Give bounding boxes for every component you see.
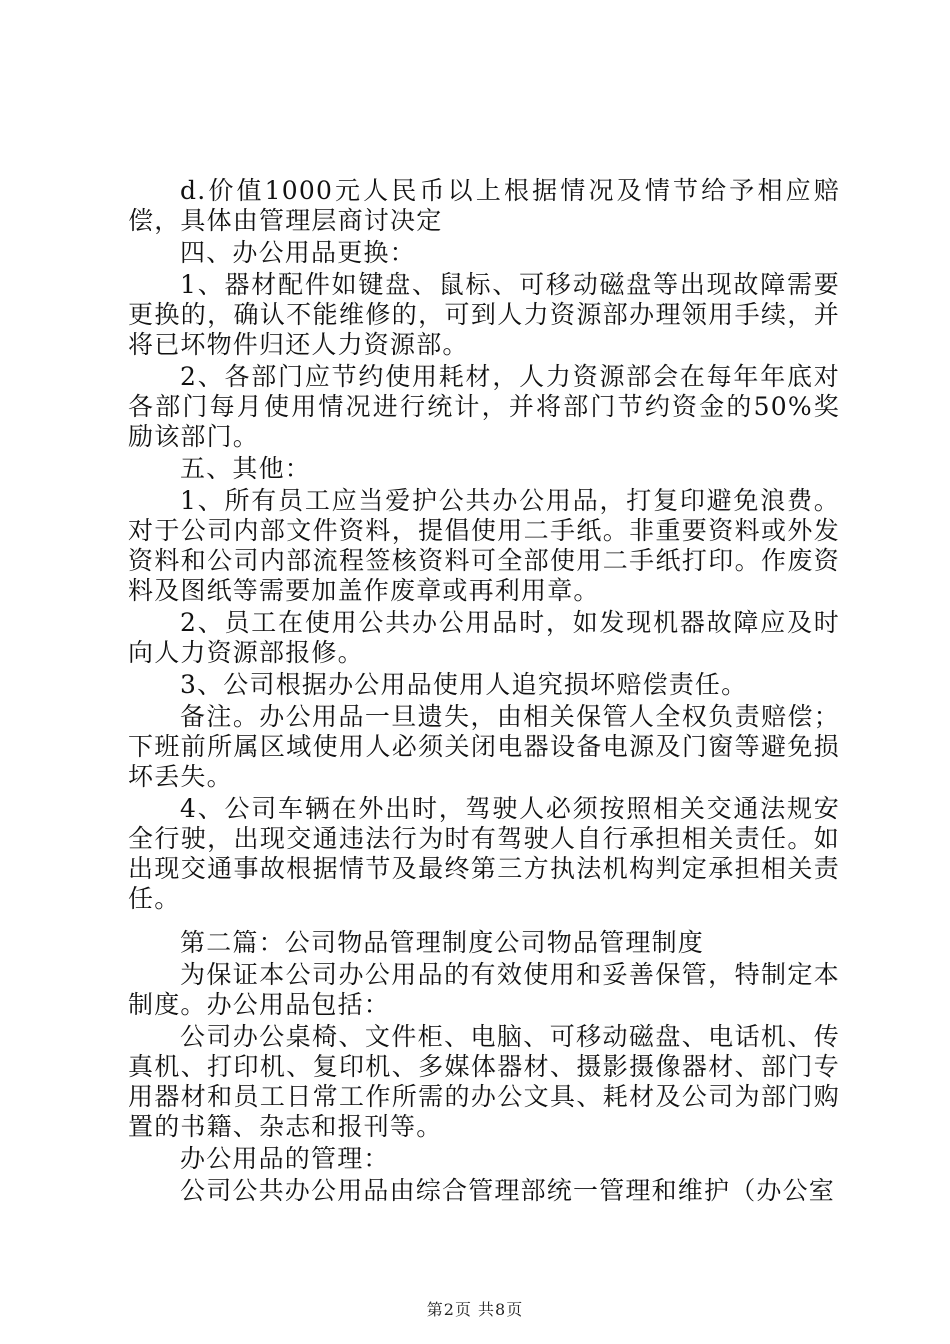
paragraph-other-3: 3、公司根据办公用品使用人追究损坏赔偿责任。 — [180, 670, 748, 699]
paragraph-other-1: 1、所有员工应当爱护公共办公用品，打复印避免浪费。对于公司内部文件资料，提倡使用二手纸。非重要资料或外发资料和公司内部流程签核资料可全部使用二手纸打印。作废资料及图纸等需要加盖作废章或再利用章。 — [128, 486, 840, 605]
paragraph-other-2: 2、员工在使用公共办公用品时，如发现机器故障应及时向人力资源部报修。 — [128, 608, 840, 667]
heading-office-supplies-replacement: 四、办公用品更换： — [180, 238, 416, 267]
section-2-management-text: 公司公共办公用品由综合管理部统一管理和维护（办公室 — [180, 1176, 836, 1205]
document-body — [128, 176, 840, 1206]
section-2-title: 第二篇：公司物品管理制度公司物品管理制度 — [180, 928, 705, 957]
paragraph-replacement-1: 1、器材配件如键盘、鼠标、可移动磁盘等出现故障需要更换的，确认不能维修的，可到人力资源部办理领用手续，并将已坏物件归还人力资源部。 — [128, 270, 840, 359]
page-number-footer: 第2页 共8页 — [426, 1300, 524, 1319]
paragraph-remark: 备注。办公用品一旦遗失，由相关保管人全权负责赔偿；下班前所属区域使用人必须关闭电器设备电源及门窗等避免损坏丢失。 — [128, 702, 840, 791]
paragraph-compensation-d: d.价值1000元人民币以上根据情况及情节给予相应赔偿，具体由管理层商讨决定 — [128, 176, 840, 235]
section-2-management-heading: 办公用品的管理： — [180, 1144, 390, 1173]
heading-other: 五、其他： — [180, 454, 312, 483]
paragraph-other-4: 4、公司车辆在外出时，驾驶人必须按照相关交通法规安全行驶，出现交通违法行为时有驾驶人自行承担相关责任。如出现交通事故根据情节及最终第三方执法机构判定承担相关责任。 — [128, 794, 840, 913]
paragraph-replacement-2: 2、各部门应节约使用耗材，人力资源部会在每年年底对各部门每月使用情况进行统计，并将部门节约资金的50%奖励该部门。 — [128, 362, 840, 451]
section-2-supplies-list: 公司办公桌椅、文件柜、电脑、可移动磁盘、电话机、传真机、打印机、复印机、多媒体器材、摄影摄像器材、部门专用器材和员工日常工作所需的办公文具、耗材及公司为部门购置的书籍、杂志和报刊等。 — [128, 1022, 840, 1141]
section-2-intro: 为保证本公司办公用品的有效使用和妥善保管，特制定本制度。办公用品包括： — [128, 960, 840, 1019]
